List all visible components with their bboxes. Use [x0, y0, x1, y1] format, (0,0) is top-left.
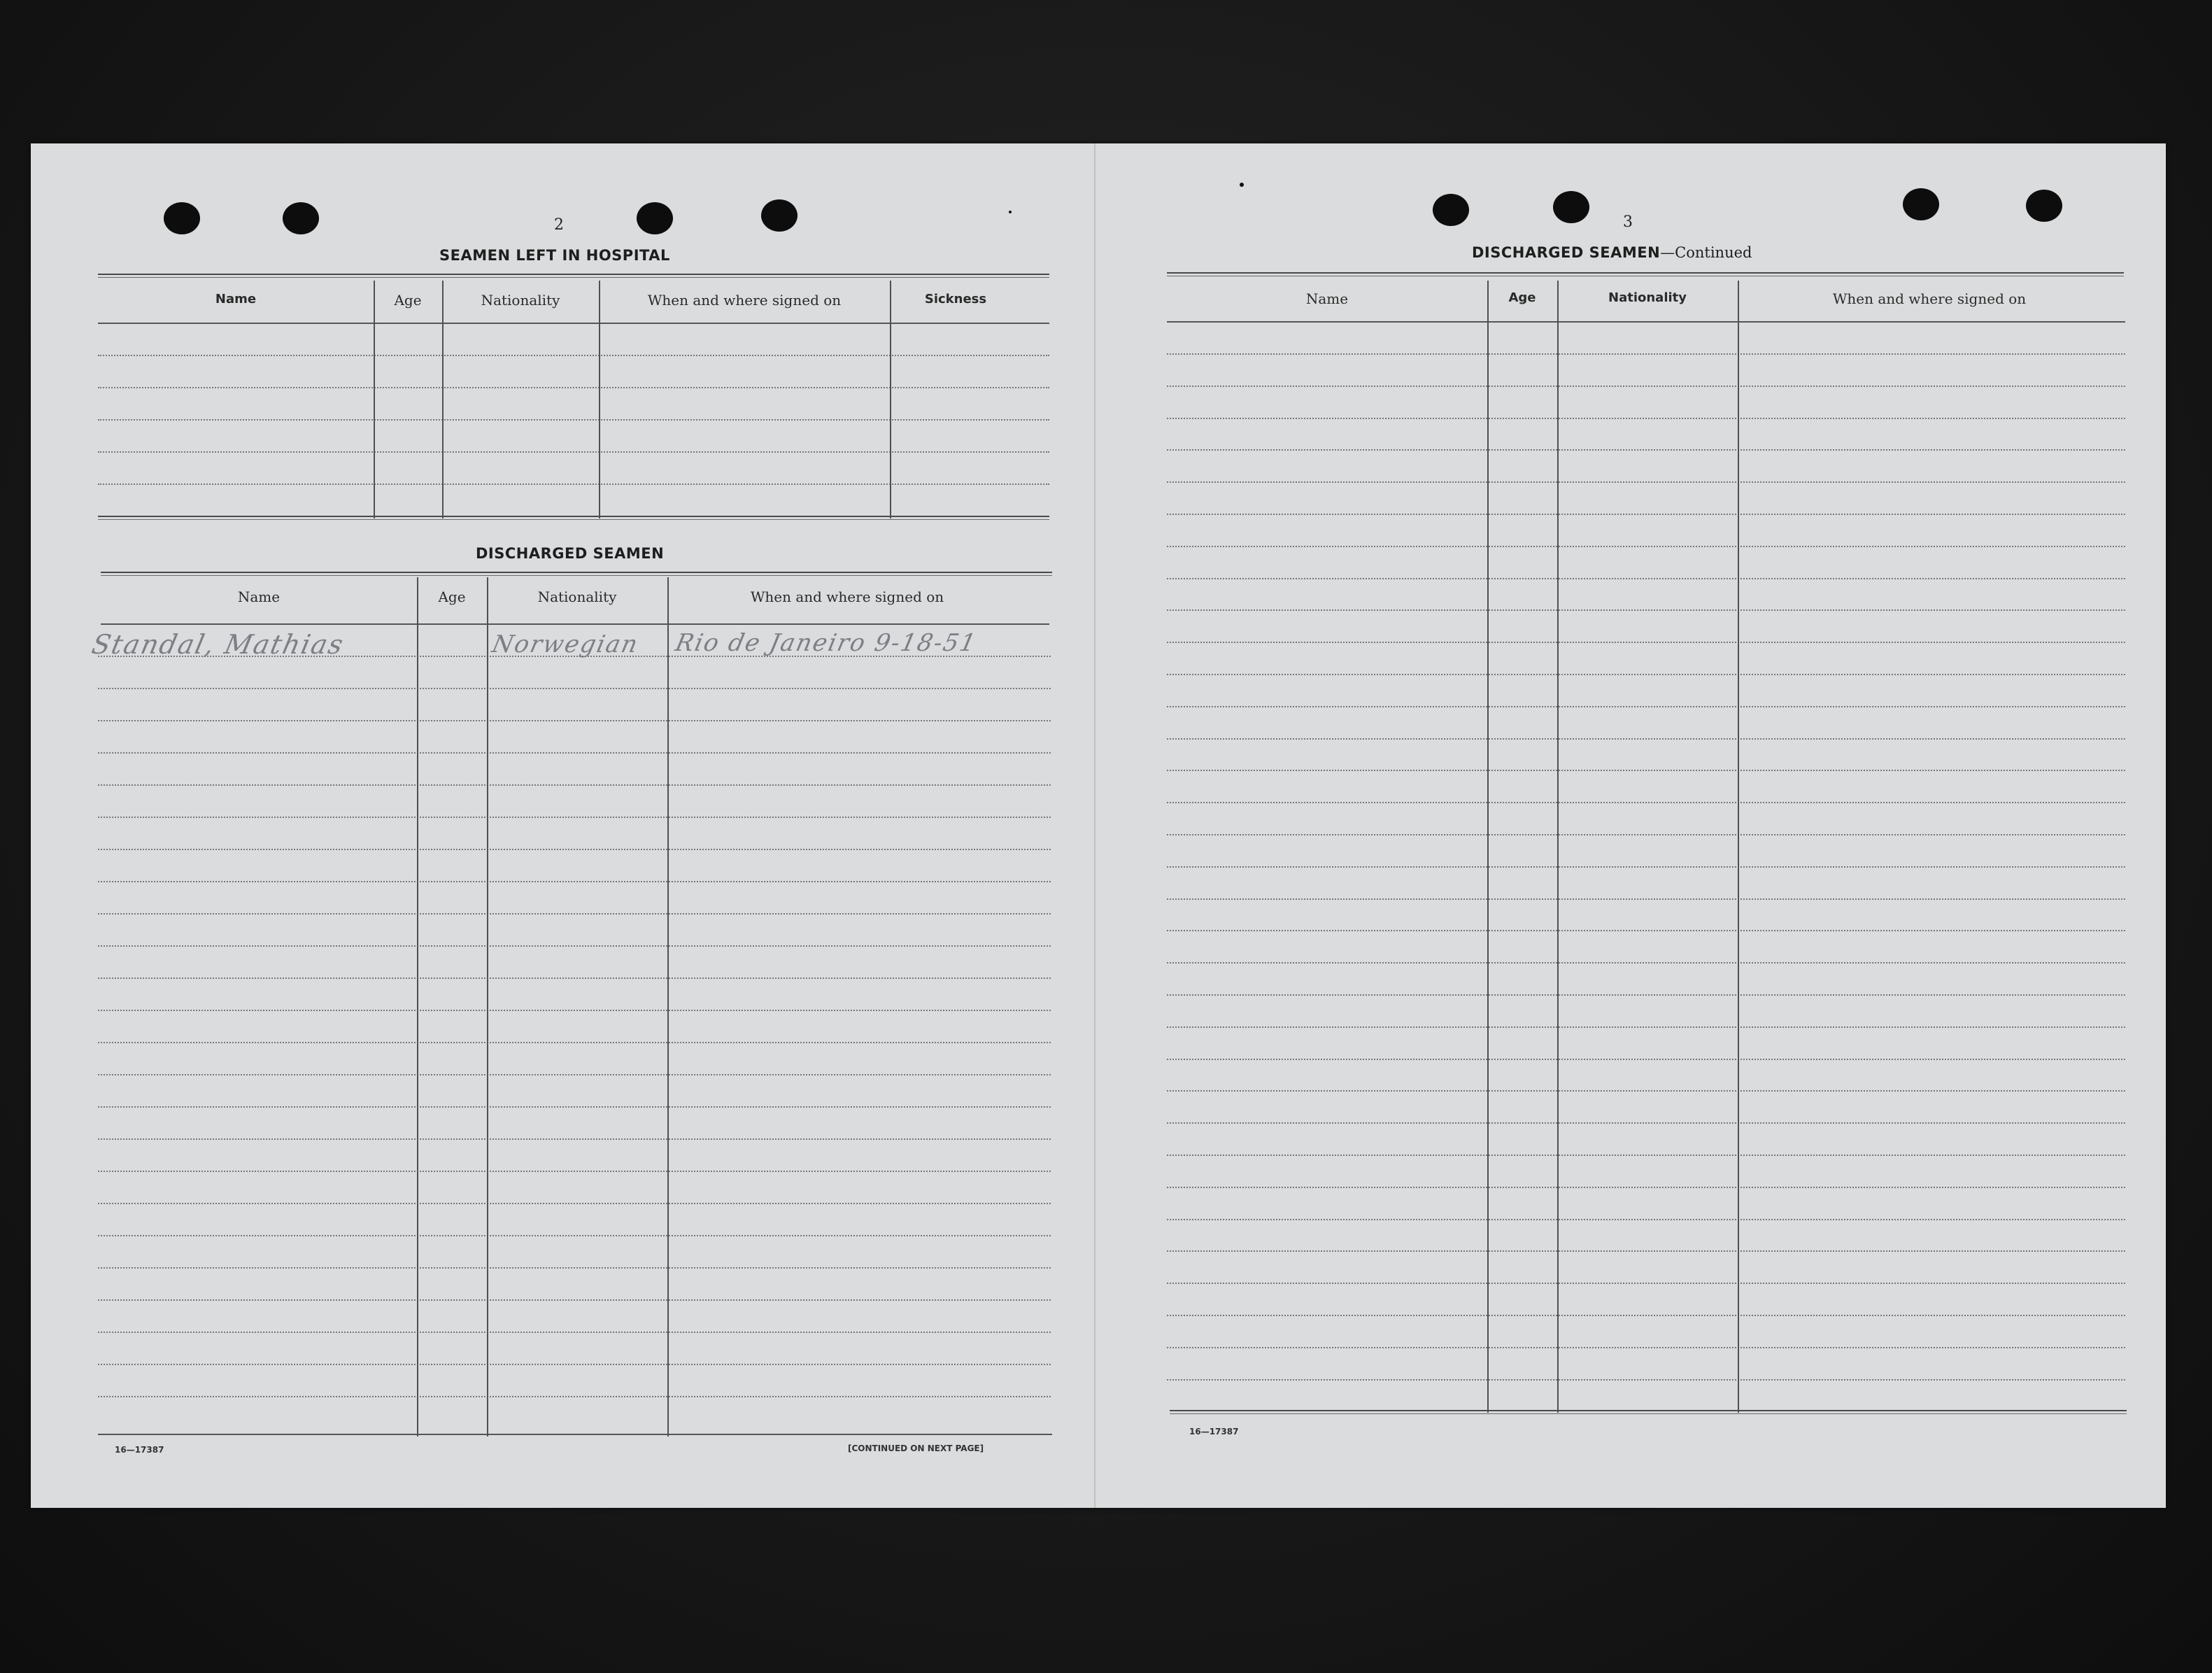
handwritten-name: Standal, Mathias — [89, 629, 348, 660]
column-header-signed-on: When and where signed on — [647, 292, 842, 309]
handwritten-signed-on: Rio de Janeiro 9-18-51 — [672, 629, 980, 657]
punch-hole — [761, 199, 797, 232]
row-line — [1167, 1155, 2125, 1156]
table-bottom-rule — [1170, 1410, 2127, 1414]
row-line — [1167, 1059, 2125, 1060]
column-divider — [442, 281, 444, 518]
row-line — [1167, 1187, 2125, 1188]
row-line — [1167, 834, 2125, 835]
row-line — [1167, 1250, 2125, 1252]
punch-hole — [1553, 191, 1589, 223]
row-line — [1167, 738, 2125, 740]
row-line — [1167, 994, 2125, 996]
hospital-section-title: SEAMEN LEFT IN HOSPITAL — [439, 247, 670, 264]
section-bottom-rule — [98, 516, 1049, 520]
dust-speck — [1009, 211, 1012, 213]
row-line — [1167, 642, 2125, 643]
row-line — [1167, 1315, 2125, 1316]
row-line — [98, 1299, 1051, 1301]
punch-hole — [1903, 188, 1939, 220]
row-line — [1167, 1090, 2125, 1092]
handwritten-nationality: Norwegian — [489, 630, 641, 658]
row-line — [98, 881, 1051, 882]
row-line — [98, 1074, 1051, 1075]
row-line — [1167, 353, 2125, 355]
discharged-continued-title — [1472, 244, 1752, 261]
row-line — [98, 387, 1049, 388]
document-sheet — [31, 143, 2166, 1508]
column-header-age: Age — [1508, 290, 1536, 305]
row-line — [98, 784, 1051, 786]
row-line — [1167, 706, 2125, 707]
header-underline — [101, 623, 1049, 625]
row-line — [1167, 578, 2125, 579]
section-top-rule — [101, 572, 1052, 576]
row-line — [1167, 930, 2125, 931]
row-line — [98, 1010, 1051, 1011]
row-line — [1167, 1283, 2125, 1284]
table-bottom-rule — [98, 1434, 1052, 1435]
row-line — [98, 1138, 1051, 1140]
column-header-nationality: Nationality — [1608, 290, 1687, 305]
row-line — [1167, 770, 2125, 771]
row-line — [98, 913, 1051, 915]
header-underline — [98, 323, 1049, 324]
header-underline — [1167, 321, 2125, 323]
row-line — [1167, 386, 2125, 387]
section-top-rule — [1167, 272, 2124, 276]
column-divider — [1738, 281, 1739, 1413]
row-line — [1167, 1026, 2125, 1028]
row-line — [98, 419, 1049, 421]
row-line — [98, 355, 1049, 356]
row-line — [1167, 1379, 2125, 1381]
page-fold — [1094, 143, 1096, 1508]
row-line — [1167, 1219, 2125, 1220]
row-line — [1167, 449, 2125, 451]
row-line — [1167, 546, 2125, 547]
row-line — [1167, 609, 2125, 611]
punch-hole — [2026, 190, 2062, 222]
page-number: 2 — [554, 216, 564, 234]
title-suffix: —Continued — [1660, 244, 1752, 261]
row-line — [98, 1042, 1051, 1043]
row-line — [1167, 802, 2125, 803]
column-divider — [667, 577, 669, 1436]
column-divider — [487, 577, 488, 1436]
column-header-signed-on: When and where signed on — [1832, 290, 2027, 307]
row-line — [98, 1106, 1051, 1108]
punch-hole — [637, 202, 673, 234]
row-line — [98, 1171, 1051, 1172]
row-line — [98, 656, 1051, 657]
row-line — [98, 688, 1051, 689]
title-main: DISCHARGED SEAMEN — [1472, 244, 1661, 261]
row-line — [1167, 1347, 2125, 1348]
row-line — [98, 1332, 1051, 1333]
row-line — [1167, 962, 2125, 963]
section-top-rule — [98, 274, 1049, 278]
form-number: 16—17387 — [1189, 1427, 1239, 1436]
discharged-section-title: DISCHARGED SEAMEN — [476, 545, 665, 562]
column-header-sickness: Sickness — [924, 292, 987, 306]
row-line — [98, 752, 1051, 754]
column-divider — [599, 281, 600, 518]
punch-hole — [164, 202, 200, 234]
row-line — [98, 945, 1051, 947]
row-line — [1167, 674, 2125, 675]
row-line — [98, 451, 1049, 453]
row-line — [1167, 1122, 2125, 1124]
row-line — [98, 849, 1051, 850]
column-divider — [374, 281, 375, 518]
row-line — [98, 1235, 1051, 1236]
row-line — [1167, 481, 2125, 483]
column-header-name: Name — [1305, 290, 1349, 307]
column-header-name: Name — [215, 292, 257, 306]
punch-hole — [283, 202, 319, 234]
column-header-age: Age — [438, 588, 466, 605]
row-line — [98, 1396, 1051, 1397]
row-line — [98, 977, 1051, 979]
column-header-name: Name — [237, 588, 281, 605]
column-header-nationality: Nationality — [537, 588, 617, 605]
row-line — [98, 483, 1049, 485]
punch-hole — [1433, 194, 1469, 226]
column-divider — [417, 577, 418, 1436]
row-line — [98, 720, 1051, 721]
dust-speck — [1240, 183, 1244, 187]
row-line — [98, 1267, 1051, 1269]
column-header-nationality: Nationality — [481, 292, 560, 309]
column-divider — [890, 281, 891, 518]
row-line — [98, 1364, 1051, 1365]
column-header-age: Age — [394, 292, 422, 309]
column-divider — [1487, 281, 1489, 1413]
continued-note: [CONTINUED ON NEXT PAGE] — [848, 1443, 984, 1453]
row-line — [98, 817, 1051, 818]
column-header-signed-on: When and where signed on — [750, 588, 944, 605]
row-line — [1167, 418, 2125, 419]
row-line — [1167, 898, 2125, 900]
page-number: 3 — [1623, 213, 1633, 231]
form-number: 16—17387 — [115, 1445, 164, 1455]
row-line — [1167, 514, 2125, 515]
row-line — [98, 1203, 1051, 1204]
row-line — [1167, 866, 2125, 868]
column-divider — [1557, 281, 1559, 1413]
